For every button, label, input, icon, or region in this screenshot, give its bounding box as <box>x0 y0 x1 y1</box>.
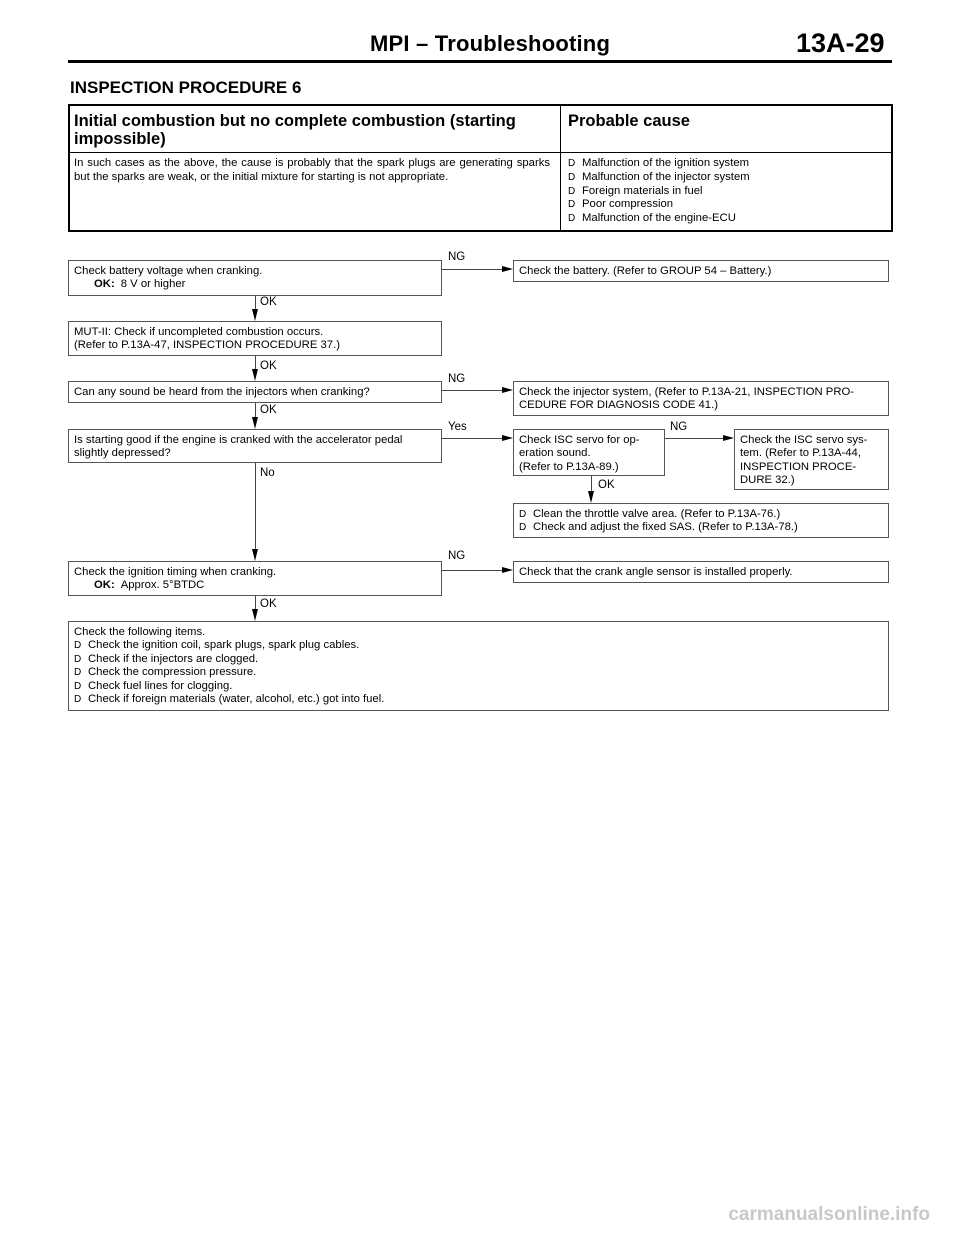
probable-cause-heading: Probable cause <box>568 112 690 130</box>
watermark: carmanualsonline.info <box>728 1204 930 1225</box>
symptom-heading: Initial combustion but no complete combustion (starting impossible) <box>74 112 516 148</box>
ng-label: NG <box>448 550 466 562</box>
ok-label: OK <box>260 598 277 610</box>
step5-ignition-timing: Check the ignition timing when cranking. OK: Approx. 5°BTDC <box>68 561 442 596</box>
bullet-icon: D <box>568 171 576 183</box>
step2-mut-check: MUT-II: Check if uncompleted combustion occurs. (Refer to P.13A-47, INSPECTION PROCEDURE 37.) <box>68 321 442 356</box>
bullet-icon: D <box>519 522 527 534</box>
probable-cause-list <box>568 157 750 226</box>
yes-label: Yes <box>448 421 467 433</box>
cause-item: D Foreign materials in fuel <box>568 184 703 197</box>
bullet-icon: D <box>74 653 82 665</box>
list-item: D Check the ignition coil, spark plugs, spark plug cables. <box>74 639 360 652</box>
connector-line <box>591 476 592 492</box>
list-item: D Check if the injectors are clogged. <box>74 652 259 665</box>
connector-line <box>442 390 504 391</box>
connector-line <box>665 438 725 439</box>
ng-label: NG <box>670 421 688 433</box>
connector-line <box>442 269 504 270</box>
connector-line <box>255 403 256 417</box>
list-item: D Check fuel lines for clogging. <box>74 679 233 692</box>
ng-label: NG <box>448 373 466 385</box>
step4-accelerator-check: Is starting good if the engine is cranked with the accelerator pedal slightly depressed? <box>68 429 442 463</box>
bullet-icon: D <box>568 158 576 169</box>
no-label: No <box>260 467 275 479</box>
header-title: MPI – Troubleshooting <box>370 31 611 56</box>
throttle-actions <box>513 503 889 538</box>
list-item: D Check the compression pressure. <box>74 666 257 679</box>
bullet-icon: D <box>519 509 527 520</box>
arrow-right-icon <box>723 435 734 441</box>
ok-label: OK <box>260 360 277 372</box>
cause-item: D Poor compression <box>568 198 674 211</box>
arrow-down-icon <box>252 549 258 561</box>
arrow-right-icon <box>502 567 513 573</box>
step3-injector-sound: Can any sound be heard from the injectors when cranking? <box>68 381 442 403</box>
header-rule <box>68 60 892 63</box>
list-item: D Check if foreign materials (water, alcohol, etc.) got into fuel. <box>74 693 385 706</box>
bullet-icon: D <box>568 199 576 211</box>
connector-line <box>442 438 504 439</box>
connector-line <box>255 356 256 370</box>
ng-label: NG <box>448 251 466 263</box>
symptom-description: In such cases as the above, the cause is probably that the spark plugs are generating sparks but the sparks are weak, or the initial mixture for starting is not appropriate. <box>74 157 550 183</box>
step1-battery-check: Check battery voltage when cranking. OK: 8 V or higher <box>68 260 442 296</box>
summary-divider-horizontal <box>70 152 891 153</box>
ok-label: OK <box>260 296 277 308</box>
bullet-icon: D <box>568 213 576 225</box>
bullet-icon: D <box>74 667 82 679</box>
arrow-down-icon <box>252 309 258 321</box>
arrow-down-icon <box>252 609 258 621</box>
ok-label: OK <box>260 404 277 416</box>
isc-ng-action: Check the ISC servo sys- tem. (Refer to P.13A-44, INSPECTION PROCE- DURE 32.) <box>734 429 889 490</box>
summary-table <box>68 104 893 232</box>
step5-ng-crank-sensor: Check that the crank angle sensor is installed properly. <box>513 561 889 583</box>
step3-ng-injector-action: Check the injector system, (Refer to P.13A-21, INSPECTION PRO- CEDURE FOR DIAGNOSIS CODE 41.) <box>513 381 889 416</box>
final-check-items <box>68 621 889 711</box>
arrow-right-icon <box>502 387 513 393</box>
page-number: 13A-29 <box>796 28 885 58</box>
arrow-down-icon <box>588 491 594 503</box>
bullet-icon: D <box>74 694 82 706</box>
list-item: D Clean the throttle valve area. (Refer to P.13A-76.) <box>519 508 781 520</box>
list-item: D Check and adjust the fixed SAS. (Refer to P.13A-78.) <box>519 521 798 534</box>
bullet-icon: D <box>568 185 576 197</box>
cause-item: D Malfunction of the ignition system <box>568 157 750 169</box>
isc-servo-check: Check ISC servo for op- eration sound. (Refer to P.13A-89.) <box>513 429 665 476</box>
connector-line <box>442 570 504 571</box>
final-heading: Check the following items. <box>74 626 206 638</box>
arrow-right-icon <box>502 435 513 441</box>
connector-line <box>255 463 256 550</box>
arrow-down-icon <box>252 369 258 381</box>
bullet-icon: D <box>74 680 82 692</box>
bullet-icon: D <box>74 640 82 652</box>
arrow-right-icon <box>502 266 513 272</box>
connector-line <box>255 296 256 310</box>
arrow-down-icon <box>252 417 258 429</box>
cause-item: D Malfunction of the engine-ECU <box>568 212 736 225</box>
summary-divider-vertical <box>560 106 561 230</box>
procedure-title: INSPECTION PROCEDURE 6 <box>70 78 302 97</box>
cause-item: D Malfunction of the injector system <box>568 170 750 183</box>
step1-ng-battery-action: Check the battery. (Refer to GROUP 54 – Battery.) <box>513 260 889 282</box>
ok-label: OK <box>598 479 615 491</box>
connector-line <box>255 596 256 610</box>
